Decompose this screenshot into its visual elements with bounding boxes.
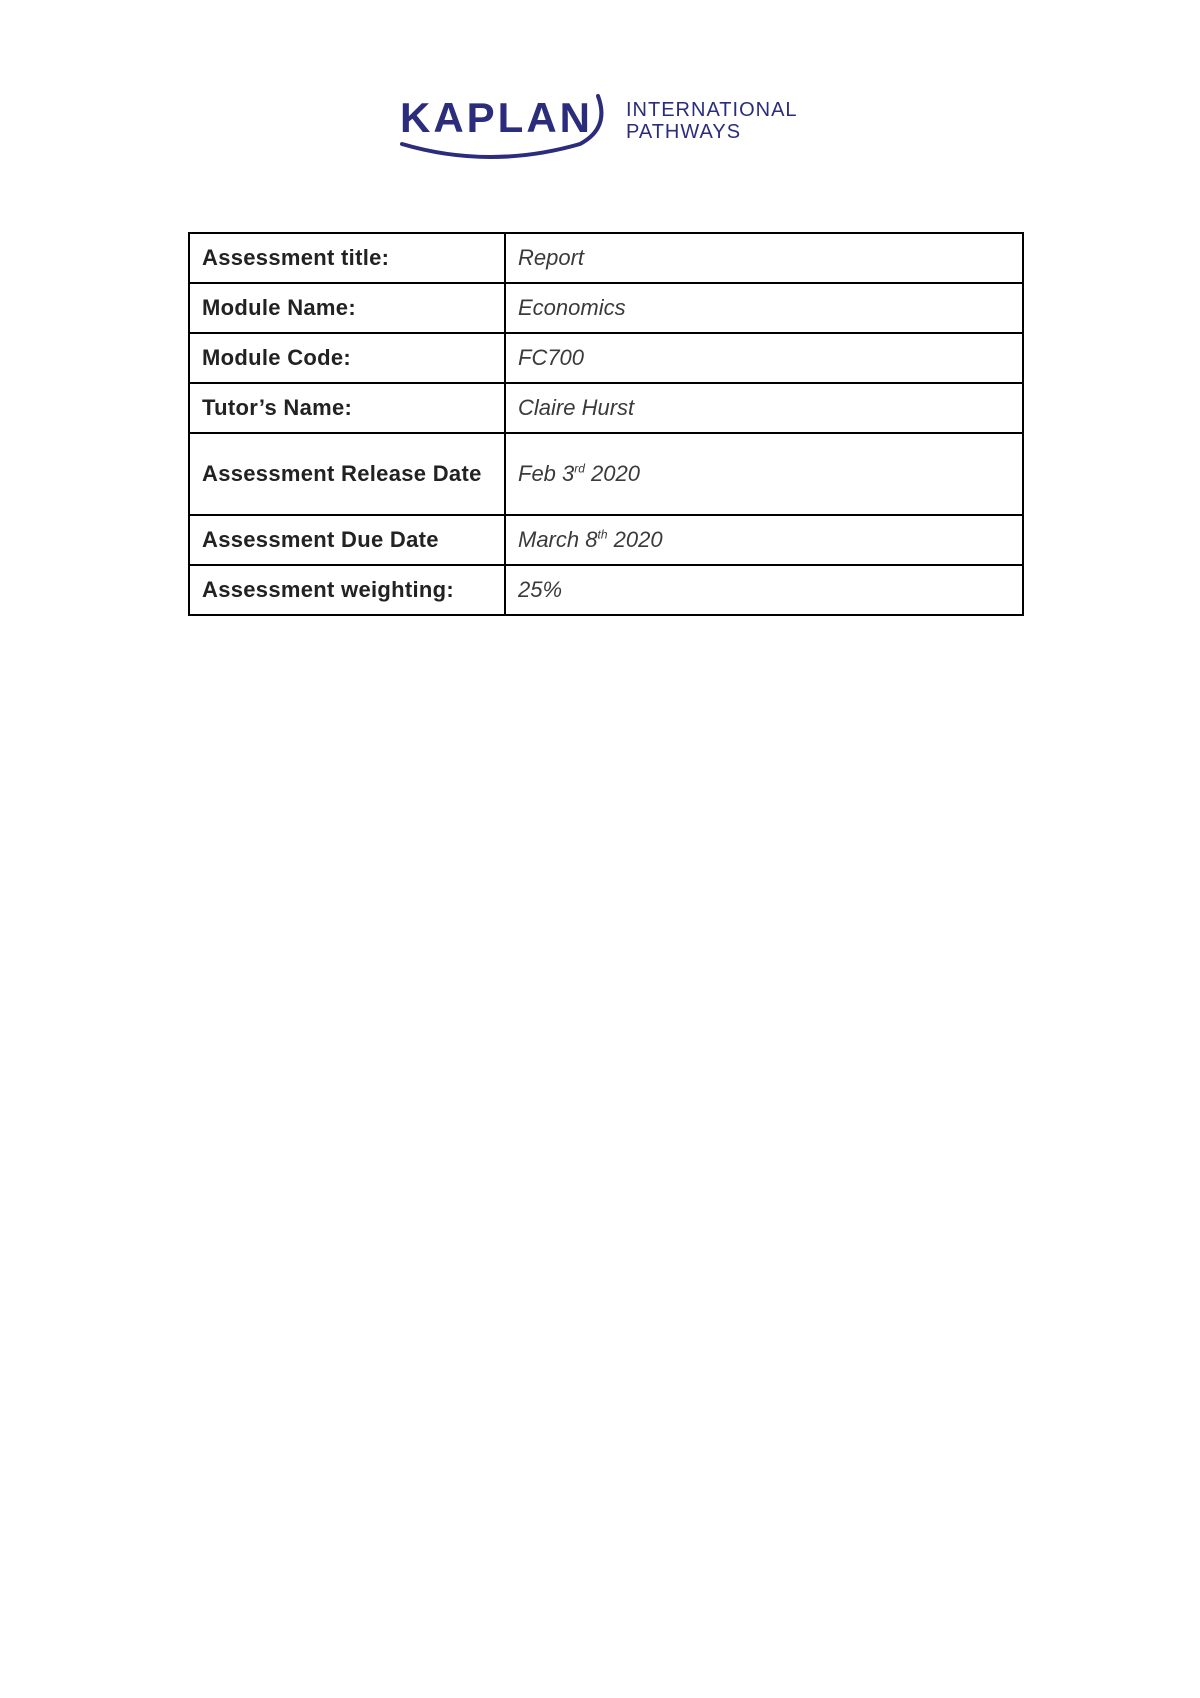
row-label: Assessment Due Date <box>189 515 505 565</box>
row-value: Claire Hurst <box>505 383 1023 433</box>
value-rest: 2020 <box>584 461 640 486</box>
logo-wordmark: KAPLAN <box>400 94 593 141</box>
table-row <box>189 233 1023 283</box>
table-row <box>189 565 1023 615</box>
row-label: Module Code: <box>189 333 505 383</box>
row-label: Assessment weighting: <box>189 565 505 615</box>
row-value: Economics <box>505 283 1023 333</box>
table-row <box>189 383 1023 433</box>
table-row <box>189 515 1023 565</box>
row-label: Assessment Release Date <box>189 433 505 515</box>
assessment-info-table <box>188 232 1024 616</box>
kaplan-logo-graphic <box>400 88 820 168</box>
row-label: Module Name: <box>189 283 505 333</box>
row-label: Assessment title: <box>189 233 505 283</box>
logo-line1: INTERNATIONAL <box>626 99 798 121</box>
value-main: March 8 <box>518 527 598 552</box>
row-value <box>505 433 1023 515</box>
table-row <box>189 433 1023 515</box>
kaplan-logo <box>400 88 820 168</box>
table-row <box>189 283 1023 333</box>
value-superscript: th <box>597 527 608 542</box>
row-label: Tutor’s Name: <box>189 383 505 433</box>
logo-line2: PATHWAYS <box>626 121 742 143</box>
value-main: Feb 3 <box>518 461 575 486</box>
table-row <box>189 333 1023 383</box>
row-value: Report <box>505 233 1023 283</box>
value-superscript: rd <box>574 461 585 476</box>
value-rest: 2020 <box>607 527 663 552</box>
row-value: FC700 <box>505 333 1023 383</box>
row-value: 25% <box>505 565 1023 615</box>
row-value <box>505 515 1023 565</box>
